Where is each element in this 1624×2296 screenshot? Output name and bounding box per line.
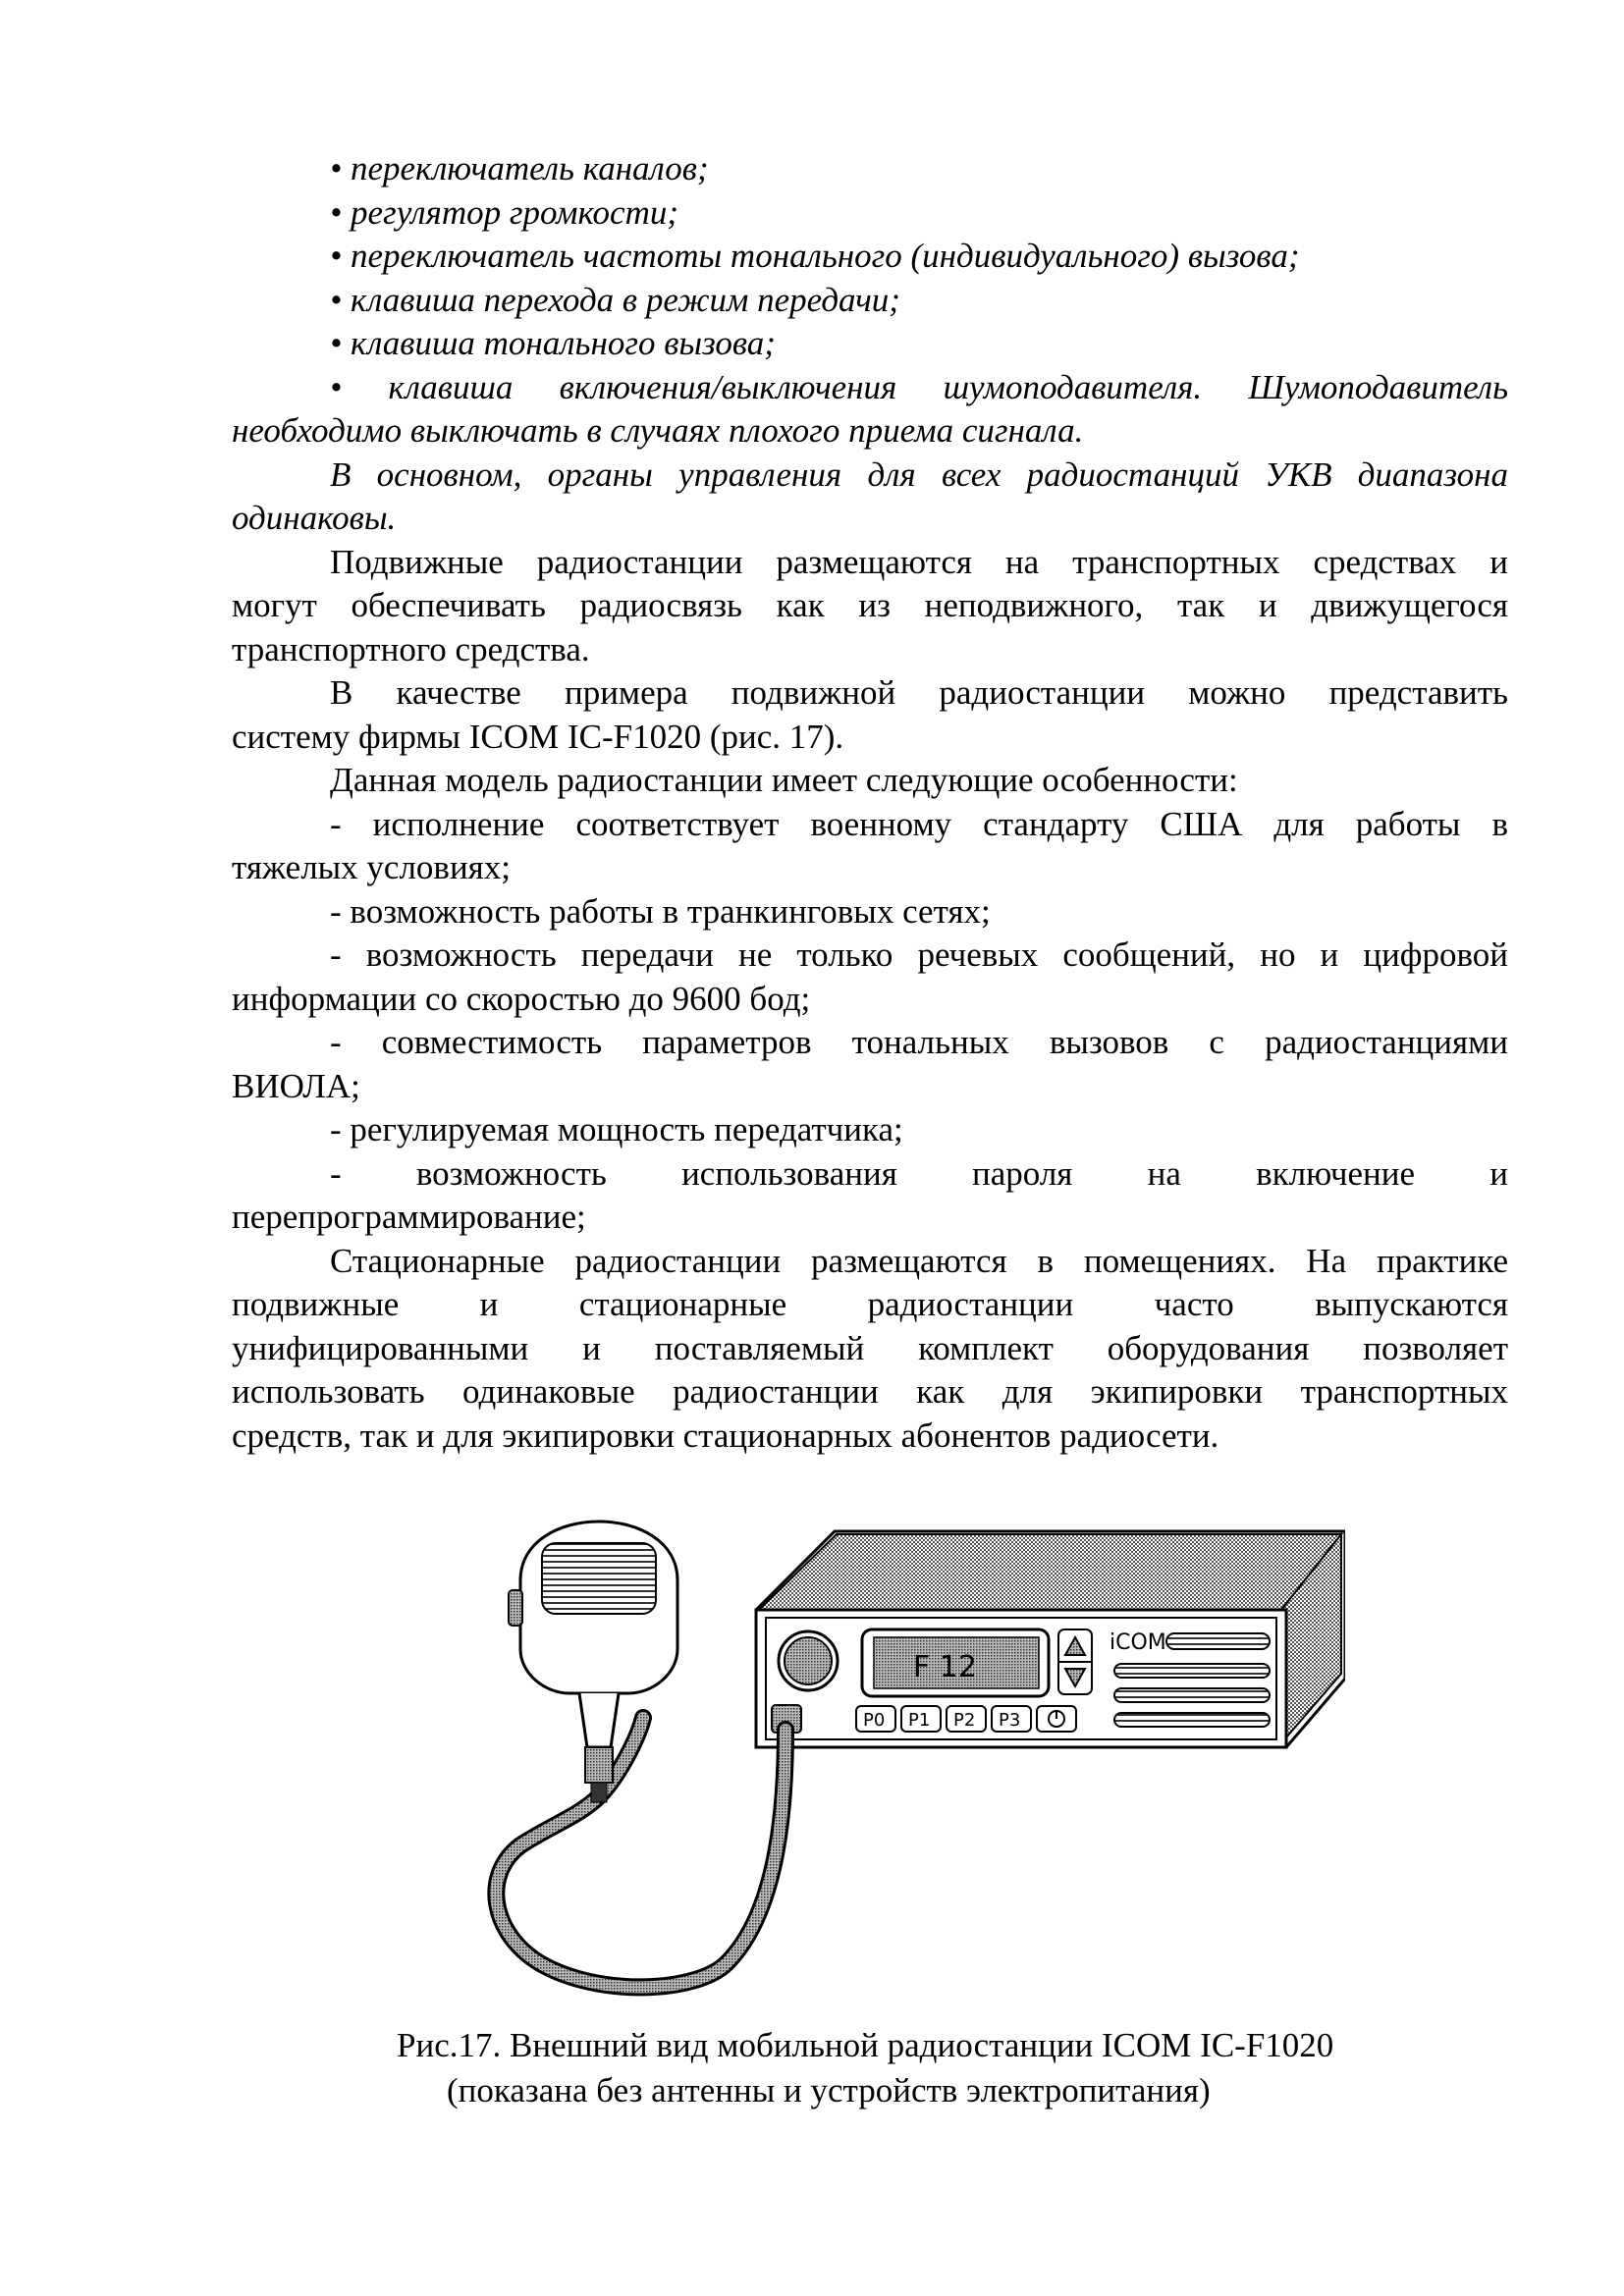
feature-data-line2: информации со скоростью до 9600 бод;: [232, 979, 811, 1018]
bullet-tone-frequency: • переключатель частоты тонального (индивидуального) вызова;: [330, 237, 1300, 275]
ptt-button: [509, 1590, 522, 1626]
feature-trunking: - возможность работы в транкинговых сетях;: [330, 891, 991, 931]
figure-caption-line2: (показана без антенны и устройств электропитания): [447, 2071, 1211, 2109]
speaker-grille-slots: [1114, 1664, 1270, 1727]
up-down-keys: [1058, 1629, 1092, 1694]
para-features-intro: Данная модель радиостанции имеет следующие особенности:: [330, 761, 1238, 799]
para-stationary-line5: средств, так и для экипировки стационарных абонентов радиосети.: [232, 1415, 1219, 1455]
feature-data-line1: - возможность передачи не только речевых сообщений, но и цифровой: [330, 935, 1508, 974]
body-text: [232, 147, 1508, 1458]
key-p0: P0: [863, 1710, 886, 1731]
para-example-line1: В качестве примера подвижной радиостанции можно представить: [330, 673, 1508, 712]
bullet-squelch-line1: • клавиша включения/выключения шумоподавителя. Шумоподавитель: [330, 367, 1508, 406]
program-keys: [856, 1706, 1076, 1732]
svg-text:iCOM: iCOM: [1110, 1630, 1166, 1655]
volume-knob: [779, 1631, 838, 1690]
para-stationary-line3: унифицированными и поставляемый комплект оборудования позволяет: [232, 1328, 1508, 1367]
figure-caption-line1: Рис.17. Внешний вид мобильной радиостанции ICOM IC-F1020: [397, 2026, 1334, 2064]
feature-viola-line2: ВИОЛА;: [232, 1066, 360, 1105]
display-text: F 12: [913, 1650, 977, 1684]
para-controls-line2: одинаковы.: [232, 499, 397, 537]
key-p2: P2: [953, 1710, 976, 1731]
feature-viola-line1: - совместимость параметров тональных вызовов с радиостанциями: [330, 1023, 1508, 1061]
feature-password-line1: - возможность использования пароля на включение и: [330, 1153, 1508, 1193]
radio-figure: [481, 1502, 1345, 2012]
para-controls-line1: В основном, органы управления для всех радиостанций УКВ диапазона: [330, 454, 1508, 494]
para-mobile-line1: Подвижные радиостанции размещаются на транспортных средствах и: [330, 542, 1508, 581]
para-stationary-line4: использовать одинаковые радиостанции как для экипировки транспортных: [232, 1372, 1508, 1411]
bullet-squelch-line2: необходимо выключать в случаях плохого приема сигнала.: [232, 411, 1084, 450]
bullet-channel-switch: • переключатель каналов;: [330, 149, 709, 187]
key-p1: P1: [908, 1710, 931, 1731]
para-stationary-line1: Стационарные радиостанции размещаются в помещениях. На практике: [330, 1241, 1508, 1280]
bullet-tone-call-key: • клавиша тонального вызова;: [330, 324, 776, 362]
lcd-display: [862, 1629, 1049, 1696]
bullet-volume: • регулятор громкости;: [330, 192, 679, 232]
para-example-line2: систему фирмы ICOM IC-F1020 (рис. 17).: [232, 717, 844, 756]
feature-password-line2: перепрограммирование;: [232, 1198, 586, 1236]
para-mobile-line2: могут обеспечивать радиосвязь как из неподвижного, так и движущегося: [232, 586, 1508, 624]
handheld-microphone: [509, 1522, 677, 1802]
key-p3: P3: [999, 1710, 1021, 1731]
bullet-transmit-key: • клавиша перехода в режим передачи;: [330, 280, 900, 319]
para-mobile-line3: транспортного средства.: [232, 629, 590, 668]
feature-military-line1: - исполнение соответствует военному стандарту США для работы в: [330, 804, 1508, 843]
para-stationary-line2: подвижные и стационарные радиостанции часто выпускаются: [232, 1285, 1508, 1323]
feature-power: - регулируемая мощность передатчика;: [330, 1110, 903, 1148]
feature-military-line2: тяжелых условиях;: [232, 848, 511, 886]
